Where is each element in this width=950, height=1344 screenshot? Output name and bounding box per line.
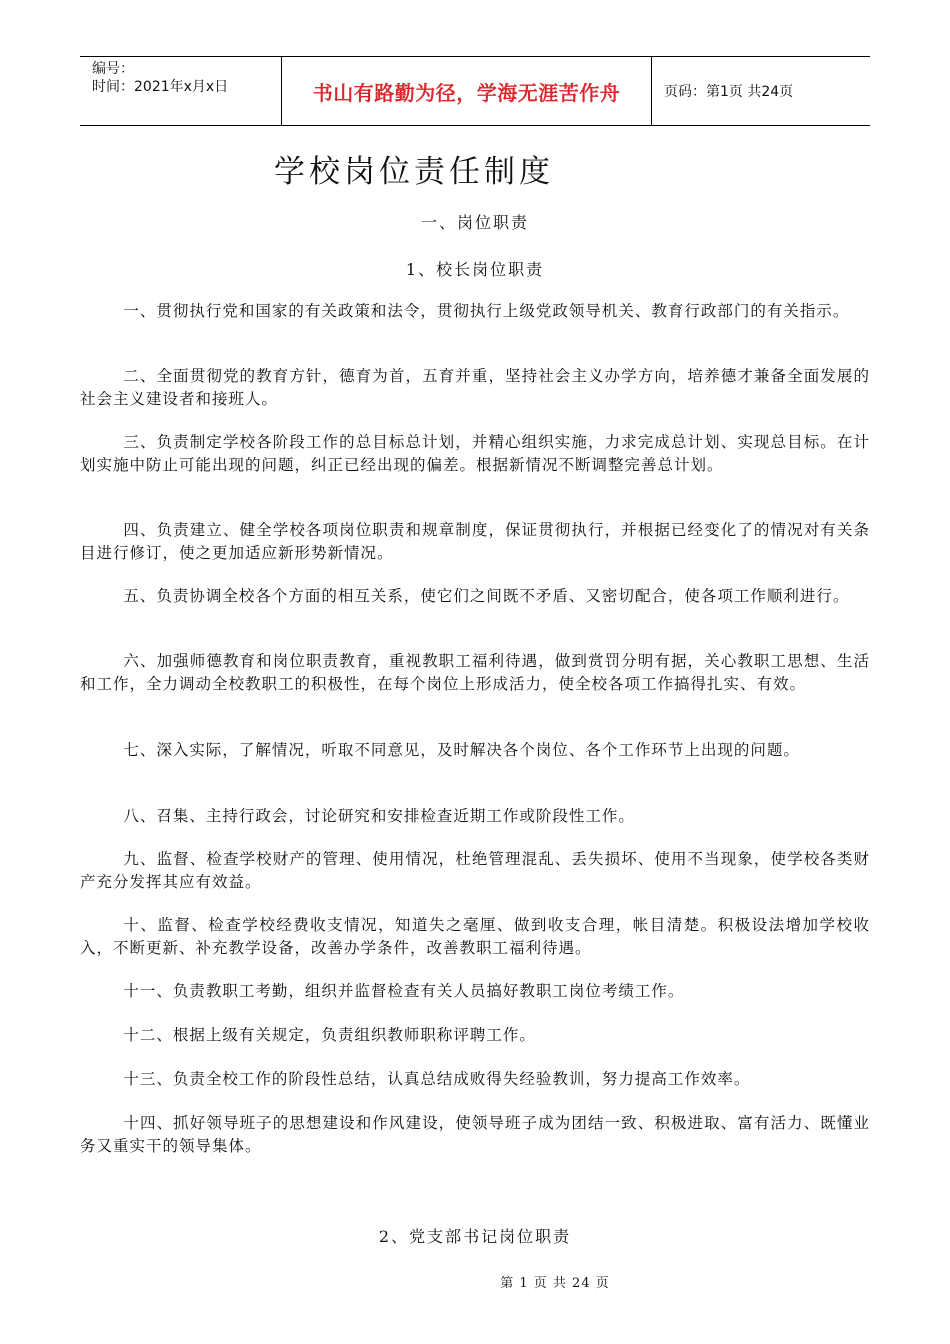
page-footer: 第 1 页 共 24 页 (500, 1276, 610, 1291)
paragraph: 一、贯彻执行党和国家的有关政策和法令，贯彻执行上级党政领导机关、教育行政部门的有关指示。 (123, 302, 850, 320)
subsection-heading-principal: 1、校长岗位职责 (405, 260, 545, 279)
subsection-heading-party-secretary: 2、党支部书记岗位职责 (378, 1227, 572, 1246)
document-time-label: 时间：2021年x月x日 (92, 79, 229, 95)
header-meta (80, 57, 281, 125)
paragraph: 三、负责制定学校各阶段工作的总目标总计划，并精心组织实施，力求完成总计划、实现总目标。在计划实施中防止可能出现的问题，纠正已经出现的偏差。根据新情况不断调整完善总计划。 (80, 433, 870, 474)
paragraph: 六、加强师德教育和岗位职责教育，重视教职工福利待遇，做到赏罚分明有据，关心教职工思想、生活和工作，全力调动全校教职工的积极性，在每个岗位上形成活力，使全校各项工作搞得扎实、有效。 (80, 652, 870, 693)
document-title: 学校岗位责任制度 (274, 154, 554, 190)
paragraph: 十、监督、检查学校经费收支情况，知道失之毫厘、做到收支合理，帐目清楚。积极设法增加学校收入，不断更新、补充教学设备，改善办学条件，改善教职工福利待遇。 (80, 916, 870, 957)
header-page-info: 页码：第1页 共24页 (664, 84, 794, 100)
paragraph: 八、召集、主持行政会，讨论研究和安排检查近期工作或阶段性工作。 (123, 807, 635, 825)
paragraph: 十二、根据上级有关规定，负责组织教师职称评聘工作。 (123, 1026, 536, 1044)
document-number-label: 编号： (92, 61, 134, 77)
header-motto: 书山有路勤为径，学海无涯苦作舟 (281, 57, 652, 125)
paragraph: 五、负责协调全校各个方面的相互关系，使它们之间既不矛盾、又密切配合，使各项工作顺利进行。 (123, 587, 850, 605)
paragraph: 九、监督、检查学校财产的管理、使用情况，杜绝管理混乱、丢失损坏、使用不当现象，使学校各类财产充分发挥其应有效益。 (80, 850, 870, 891)
paragraph: 十四、抓好领导班子的思想建设和作风建设，使领导班子成为团结一致、积极进取、富有活力、既懂业务又重实干的领导集体。 (80, 1114, 870, 1155)
section-heading: 一、岗位职责 (420, 213, 529, 232)
page-header (80, 56, 870, 126)
paragraph: 十三、负责全校工作的阶段性总结，认真总结成败得失经验教训，努力提高工作效率。 (123, 1070, 751, 1088)
paragraph: 十一、负责教职工考勤，组织并监督检查有关人员搞好教职工岗位考绩工作。 (123, 982, 685, 1000)
paragraph: 二、全面贯彻党的教育方针，德育为首，五育并重，坚持社会主义办学方向，培养德才兼备全面发展的社会主义建设者和接班人。 (80, 367, 870, 408)
paragraph: 七、深入实际，了解情况，听取不同意见，及时解决各个岗位、各个工作环节上出现的问题。 (123, 741, 800, 759)
paragraph: 四、负责建立、健全学校各项岗位职责和规章制度，保证贯彻执行，并根据已经变化了的情况对有关条目进行修订，使之更加适应新形势新情况。 (80, 521, 870, 562)
